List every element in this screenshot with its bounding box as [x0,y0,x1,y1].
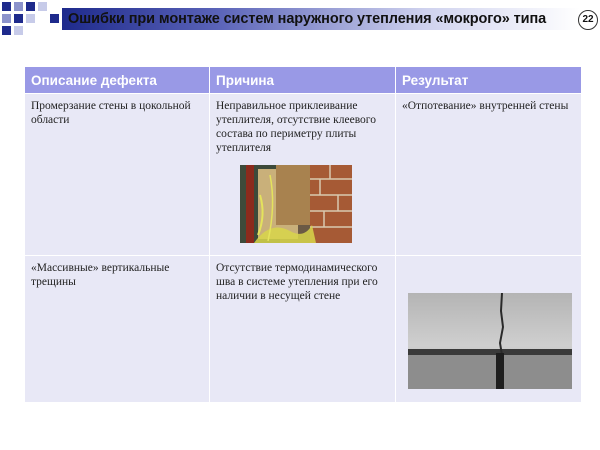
result-cell [396,94,582,256]
cause-cell [210,256,396,403]
wall-insulation-photo [240,165,352,243]
slide-title: Ошибки при монтаже систем наружного утепления «мокрого» типа [68,11,547,27]
cause-text: Неправильное приклеивание утеплителя, отсутствие клеевого состава по периметру плиты утеплителя [216,100,376,154]
table-row [25,94,582,256]
table-header-row [25,67,582,94]
description-cell [25,94,210,256]
header-cause: Причина [210,67,396,94]
vertical-crack-photo [408,293,572,389]
result-text: «Отпотевание» внутренней стены [402,100,569,112]
table-row [25,256,582,403]
cause-text: Отсутствие термодинамического шва в системе утепления при его наличии в несущей стене [216,262,378,302]
defects-table [24,66,582,403]
description-text: Промерзание стены в цокольной области [31,100,191,126]
result-cell [396,256,582,403]
header-description: Описание дефекта [25,67,210,94]
header-result: Результат [396,67,582,94]
cause-cell [210,94,396,256]
description-text: «Массивные» вертикальные трещины [31,262,170,288]
description-cell [25,256,210,403]
page-number-badge: 22 [578,10,598,30]
